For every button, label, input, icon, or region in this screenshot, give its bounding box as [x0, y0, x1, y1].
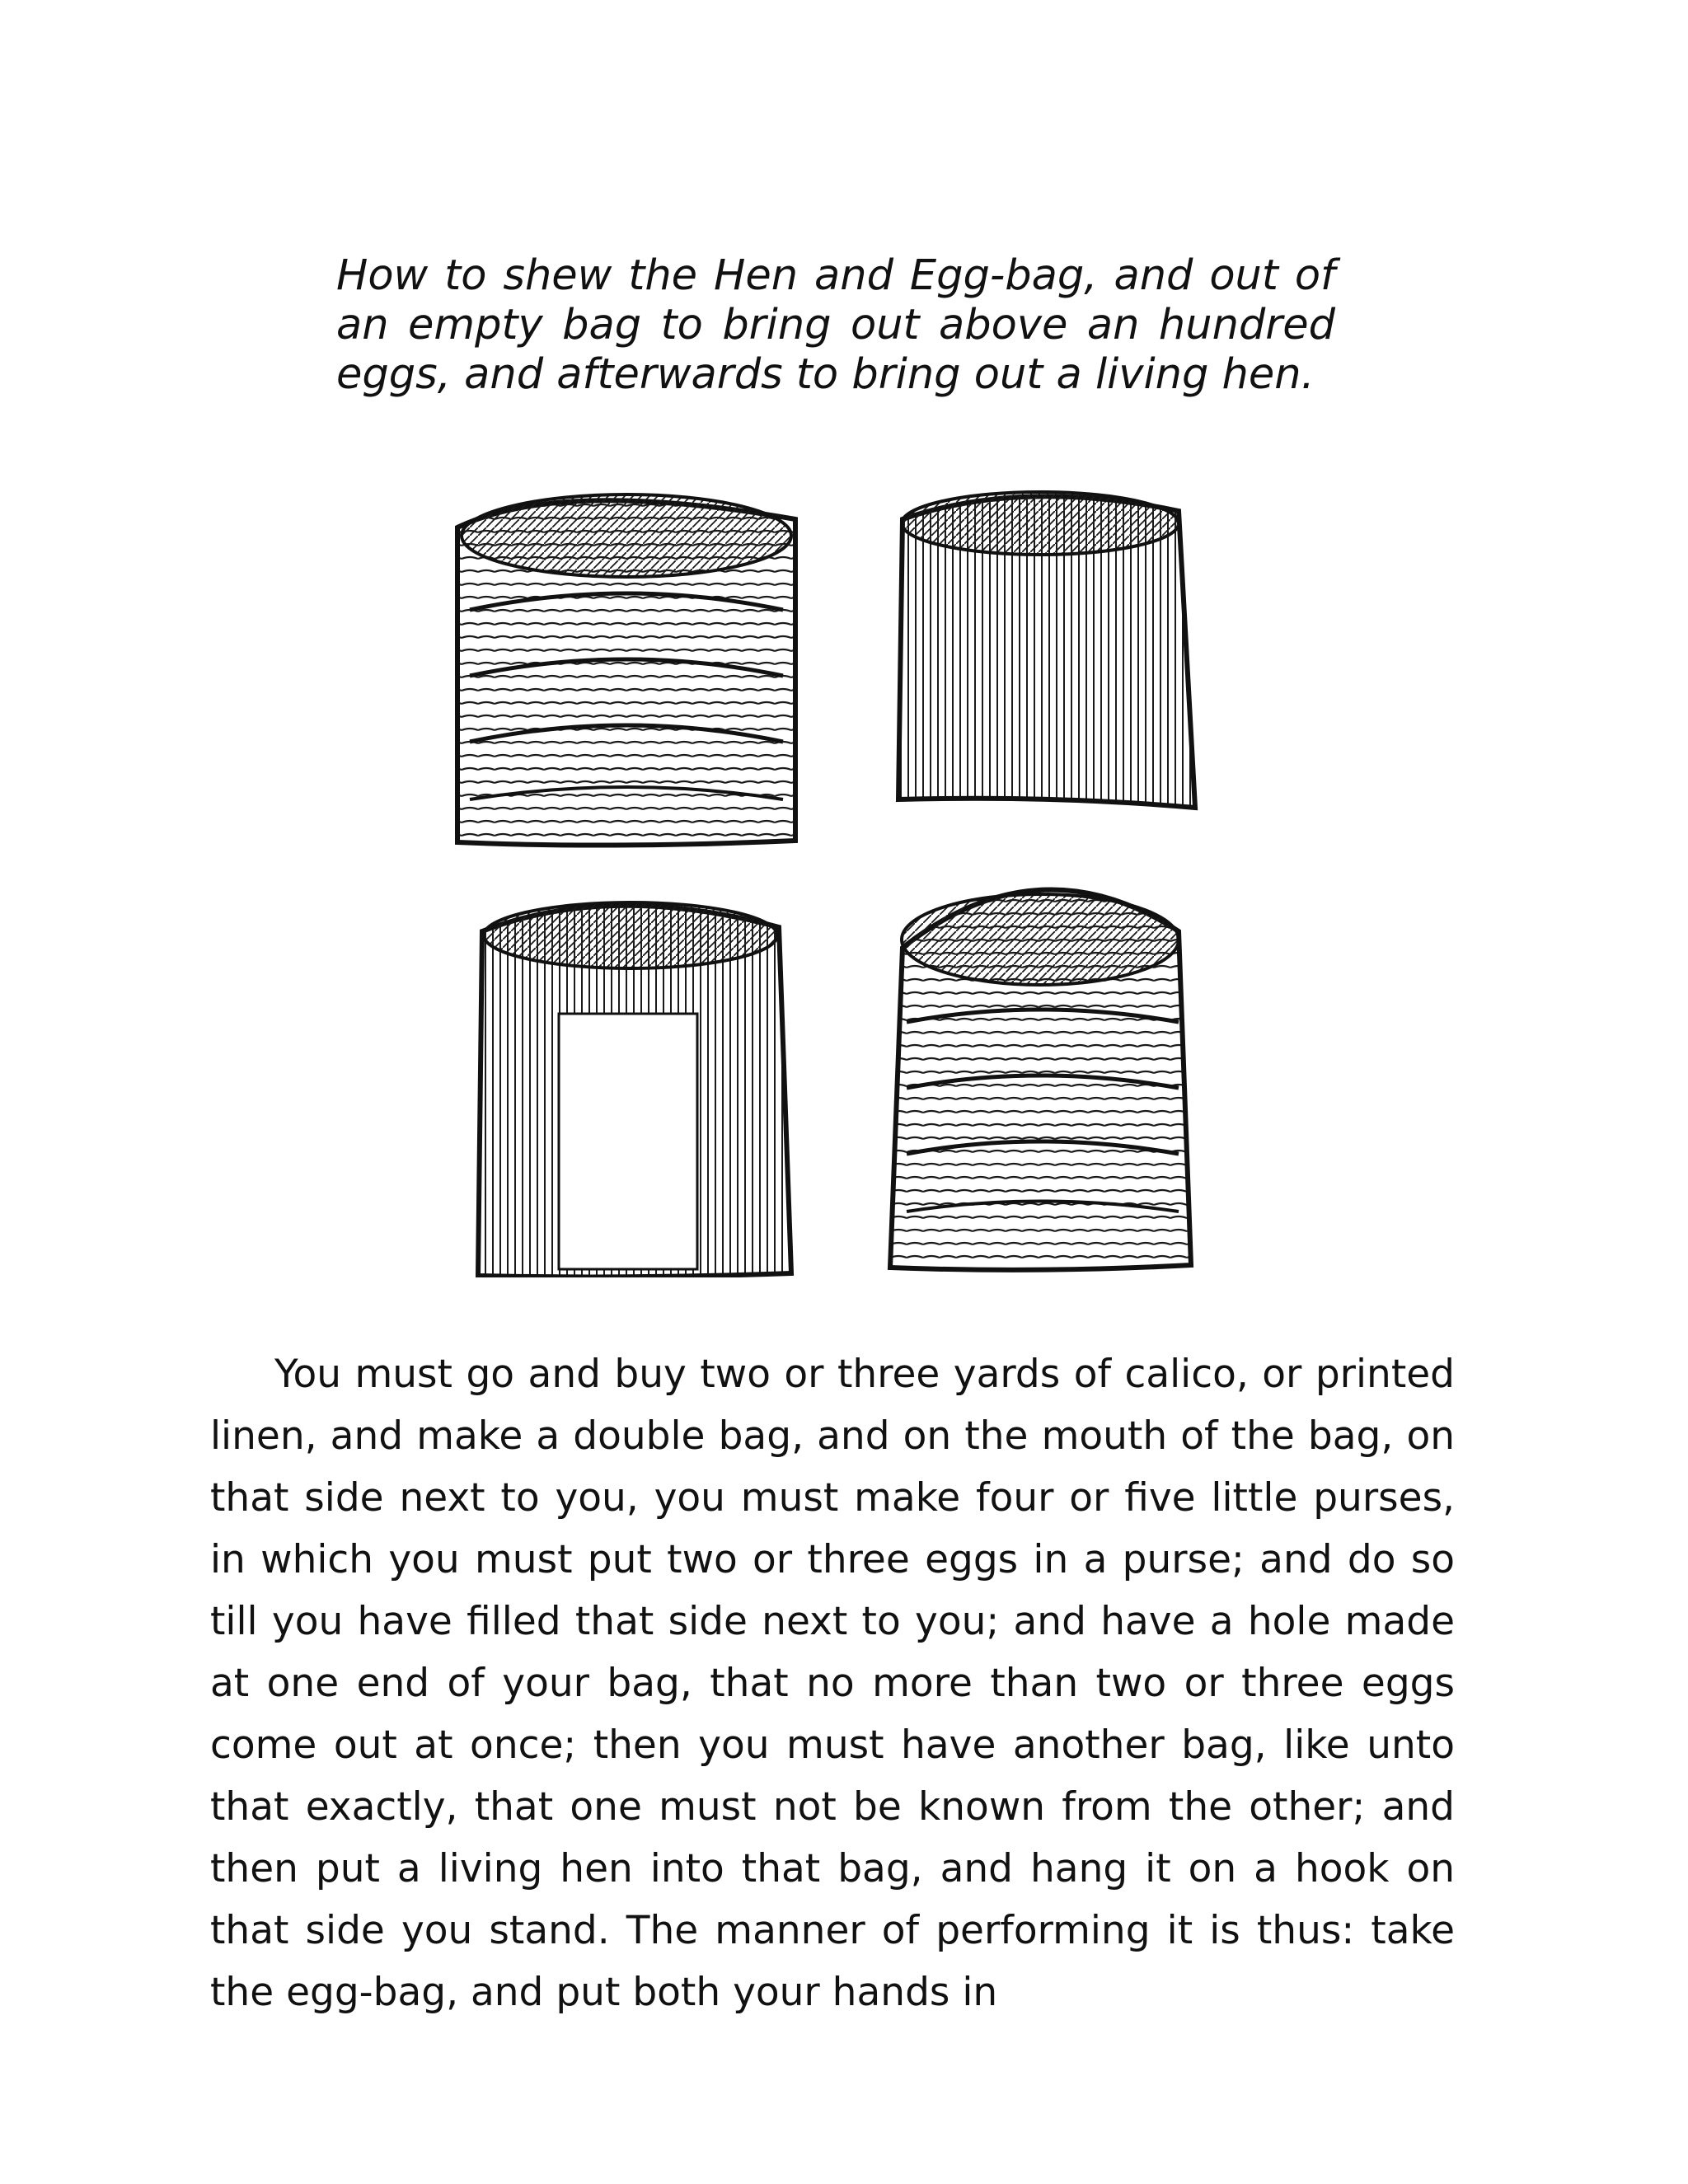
bag-top-right: [898, 492, 1195, 808]
bag-top-left: [457, 494, 795, 846]
section-heading: How to shew the Hen and Egg-bag, and out of an empty bag to bring out above an hundred eggs, and afterwards to bring out a living hen.: [336, 251, 1335, 399]
bag-bottom-left: [478, 902, 791, 1277]
bag-bottom-right: [890, 890, 1191, 1270]
woodcut-bags-illustration: [445, 486, 1220, 1277]
body-paragraph: You must go and buy two or three yards of calico, or printed linen, and make a double bag, and on the mouth of the bag, on that side next to you, you must make four or five little purses, in which you must put two or three eggs in a purse; and do so till you have filled that side next to you; and have a hole made at one end of your bag, that no more than two or three eggs come out at once; then you must have another bag, like unto that exactly, that one must not be known from the other; and then put a living hen into that bag, and hang it on a hook on that side you stand. The manner of performing it is thus: take the egg-bag, and put both your hands in: [210, 1352, 1455, 2015]
